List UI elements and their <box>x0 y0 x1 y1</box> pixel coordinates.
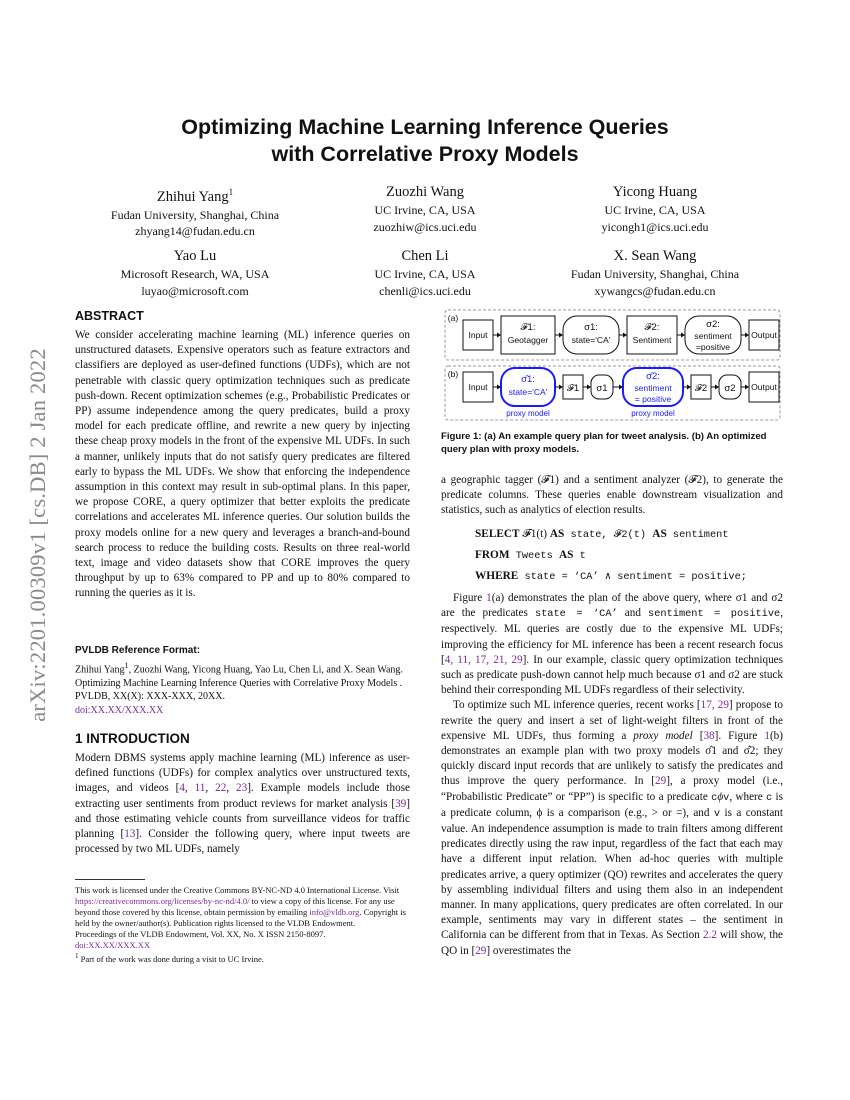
author-block <box>295 247 555 299</box>
author-affiliation: UC Irvine, CA, USA <box>604 203 706 217</box>
plan-a-s2-line2: =positive <box>695 342 731 352</box>
intro-paragraph: Modern DBMS systems apply machine learning (ML) inference as user-defined functions (UDFs) for complex analytics over unstructured texts, images, and videos [4, 11, 22, 23]. Example models include those extracting user sentiments from product reviews for market analysis [39] and those estimating vehicle counts from surveillance videos for traffic planning [13]. Consider the following query, where input tweets are processed by two ML UDFs, namely <box>75 752 411 856</box>
license-link[interactable]: https://creativecommons.org/licenses/by-nc-nd/4.0/ <box>75 896 250 906</box>
citation-link[interactable]: 4 <box>179 782 185 795</box>
author-name: Yicong Huang <box>612 184 698 200</box>
figure-query-plans <box>443 308 783 424</box>
citation-link[interactable]: 39 <box>395 797 407 810</box>
plan-b-proxy2-caption: proxy model <box>631 409 675 418</box>
proceedings-note: Proceedings of the VLDB Endowment, Vol. XX, No. X ISSN 2150-8097. <box>75 929 326 939</box>
sql-line-where: WHERE state = ‘CA’ ∧ sentiment = positive; <box>475 570 747 583</box>
footnotes <box>75 885 410 965</box>
citation-link[interactable]: 29 <box>655 775 667 788</box>
sql-line-from: FROM Tweets AS t <box>475 549 586 562</box>
author-affiliation: Fudan University, Shanghai, China <box>110 207 280 222</box>
citation-link[interactable]: 29 <box>475 944 487 957</box>
plan-a-s1-symbol: σ1: <box>584 322 598 333</box>
citation-link[interactable]: 4, 11, 17, 21, 29 <box>444 653 523 666</box>
right-paragraph-2: Figure 1(a) demonstrates the plan of the above query, where σ1 and σ2 are the predicates state = ‘CA’ and sentiment = positive, respectively. ML queries are costly due to the expensive ML UDFs; improving the efficiency for ML inference has been a recent research focus [4, 11, 17, 21, 29]. In our example, classic query optimization techniques such as predicate push-down cannot help much because σ1 and σ2 are stuck behind their corresponding ML UDFs regardless of their selectivity. To optimize such ML inference queries, recent works [17, 29] propose to rewrite the query and insert a set of light-weight filters in front of the expensive ML UDFs, thus forming a proxy model [38]. Figure 1(b) demonstrates an example plan with two proxy models σ̂1 and σ̂2; they quickly discard input records that are unlikely to satisfy the predicates and thus improve the query performance. In [29], a proxy model (i.e., “Probabilistic Predicate” or “PP”) is specific to a predicate cϕv, where c is a predicate column, ϕ is a comparison (e.g., > or =), and v is a constant value. An independence assumption is made to train filters among different predicates directly using the raw input, regardless of the fact that each may have a different input relation. When ad-hoc queries with multiple predicates arrive, a query optimizer (QO) rewrites and accelerates the query by assembling individual filters and using them also in an independent manner. In many applications, query predicates are often correlated. In our example, sentiments may vary in different states – the sentiment in California can be different from that in Texas. As Section 2.2 will show, the QO in [29] overestimates the <box>441 591 783 959</box>
author-affiliation: Fudan University, Shanghai, China <box>570 267 740 281</box>
plan-b-input: Input <box>468 382 488 392</box>
figure-ref-link[interactable]: 1 <box>764 729 770 742</box>
title-line-1: Optimizing Machine Learning Inference Queries <box>181 115 669 139</box>
plan-b-proxy1: state='CA' <box>508 387 548 397</box>
plan-b-label: (b) <box>447 369 459 379</box>
abstract-heading: ABSTRACT <box>75 309 144 323</box>
section-heading-introduction: 1 INTRODUCTION <box>75 731 190 746</box>
license-note: This work is licensed under the Creative Commons BY-NC-ND 4.0 International License. Visit https://creativecommons.org/licenses/by-nc-nd/4.0/ to view a copy of this license. For any use beyond those covered by this license, obtain permission by emailing info@vldb.org. Copyright is held by the owner/author(s). Publication rights licensed to the VLDB Endowment. <box>75 885 406 928</box>
author-name: Zuozhi Wang <box>386 184 464 200</box>
citation-link[interactable]: 13 <box>124 828 136 841</box>
author-block <box>525 183 785 235</box>
author-name: Zhihui Yang <box>156 188 229 205</box>
author-block <box>65 247 325 299</box>
author-name: Yao Lu <box>173 248 217 264</box>
citation-link[interactable]: 22 <box>215 782 227 795</box>
citation-link[interactable]: 23 <box>236 782 248 795</box>
figure-ref-link[interactable]: 1 <box>486 592 492 604</box>
plan-a-input: Input <box>468 330 488 340</box>
author-block <box>295 183 555 235</box>
reference-format: Zhihui Yang$^1$, Zuozhi Wang, Yicong Huang, Yao Lu, Chen Li, and X. Sean Wang. Optimizing Machine Learning Inference Queries with Correlative Proxy Models . PVLDB, XX(X): XXX-XXX, 20XX. doi:XX.XX/XXX.XX <box>75 661 403 716</box>
author-affiliation: UC Irvine, CA, USA <box>374 203 476 217</box>
section-ref-link[interactable]: 2.2 <box>702 929 717 942</box>
author-sup: 1 <box>228 187 234 197</box>
author-affiliation: Microsoft Research, WA, USA <box>120 267 270 281</box>
author-name: X. Sean Wang <box>613 248 697 264</box>
paper-title <box>0 114 850 168</box>
plan-b-output: Output <box>751 382 777 392</box>
plan-b-s1: σ1 <box>596 383 608 394</box>
reference-format-heading: PVLDB Reference Format: <box>75 645 201 656</box>
author-email: luyao@microsoft.com <box>141 283 249 298</box>
author-email: zuozhiw@ics.uci.edu <box>373 219 477 234</box>
author-affiliation: UC Irvine, CA, USA <box>374 267 476 281</box>
plan-b-proxy2-symbol: σ̂2: <box>646 371 660 382</box>
figure-caption: Figure 1: (a) An example query plan for tweet analysis. (b) An optimized query plan with proxy models. <box>441 431 767 455</box>
plan-a-f1: Geotagger <box>507 335 549 345</box>
author-email: zhyang14@fudan.edu.cn <box>135 224 255 239</box>
arxiv-watermark: arXiv:2201.00309v1 [cs.DB] 2 Jan 2022 <box>25 348 50 722</box>
right-paragraph-3: To optimize such ML inference queries, recent works [17, 29] propose to rewrite the query and insert a set of light-weight filters in front of the expensive ML UDFs, thus forming a proxy model [38]. Figure 1(b) demonstrates an example plan with two proxy models σ̂1 and σ̂2; they quickly discard input records that are unlikely to satisfy the predicates and thus improve the query performance. In [29], a proxy model (i.e., “Probabilistic Predicate” or “PP”) is specific to a predicate cϕv, where c is a predicate column, ϕ is a comparison (e.g., > or =), and v is a constant value. An independence assumption is made to train filters among different predicates directly using the raw input, regardless of the fact that each may have a different input relation. When ad-hoc queries with multiple predicates arrive, a query optimizer (QO) rewrites and accelerates the query by assembling individual filters and using them also in an independent manner. In many applications, query predicates are often correlated. In our example, sentiments may vary in different states – the sentiment in California can be different from that in Texas. As Section 2.2 will show, the QO in [29] overestimates the <box>441 699 784 957</box>
plan-a-s2-symbol: σ2: <box>706 319 720 330</box>
plan-a-output: Output <box>751 330 777 340</box>
plan-a-f1-symbol: 𝓕1: <box>520 322 536 333</box>
plan-b-proxy1-symbol: σ̂1: <box>521 374 535 385</box>
sql-query <box>475 527 747 585</box>
footnote-doi-link[interactable]: doi:XX.XX/XXX.XX <box>75 940 151 950</box>
author-email: chenli@ics.uci.edu <box>379 283 471 298</box>
author-name: Chen Li <box>401 248 449 264</box>
plan-b-proxy2-line2: = positive <box>634 394 672 404</box>
plan-a-label: (a) <box>447 313 459 323</box>
plan-b-f2: 𝓕2 <box>694 383 708 394</box>
email-link[interactable]: info@vldb.org <box>309 907 360 917</box>
author-email: xywangcs@fudan.edu.cn <box>594 283 716 298</box>
title-line-2: with Correlative Proxy Models <box>271 142 579 166</box>
citation-link[interactable]: 11 <box>194 782 206 795</box>
author-block <box>65 183 325 240</box>
citation-link[interactable]: 17, 29 <box>700 699 729 712</box>
plan-a-f2-symbol: 𝓕2: <box>644 322 660 333</box>
plan-b-proxy2-line1: sentiment <box>634 383 672 393</box>
plan-b-f1: 𝓕1 <box>566 383 580 394</box>
plan-b-s2: σ2 <box>724 383 736 394</box>
footnote-rule <box>75 879 145 880</box>
right-paragraph-1: a geographic tagger (𝓕1) and a sentiment analyzer (𝓕2), to generate the predicate columns. These queries enable downstream visualization and statistics, such as analytics of election results. <box>441 474 783 517</box>
plan-a-s1: state='CA' <box>571 335 611 345</box>
author-email: yicongh1@ics.uci.edu <box>601 219 709 234</box>
plan-a-labels <box>448 313 778 352</box>
visit-footnote: $^1$ Part of the work was done during a visit to UC Irvine. <box>75 952 264 964</box>
sql-line-select: SELECT 𝓕1(t) AS state, 𝓕2(t) AS sentiment <box>475 528 729 541</box>
plan-a-f2: Sentiment <box>632 335 672 345</box>
plan-a-s2-line1: sentiment <box>694 331 732 341</box>
author-block <box>525 247 785 299</box>
citation-link[interactable]: 38 <box>703 729 715 742</box>
doi-link[interactable]: doi:XX.XX/XXX.XX <box>75 704 164 716</box>
abstract-text: We consider accelerating machine learning (ML) inference queries on unstructured datasets. Expensive operators such as feature extractors and classifiers are deployed as user-defined functions (UDFs), which are not penetrable with classic query optimization techniques such as predicate push-down. Recent optimization schemes (e.g., Probabilistic Predicates or PP) assume independence among the query predicates, build a proxy model for each predicate offline, and rewrite a new query by injecting these cheap proxy models in the front of the expensive ML UDFs. In such a manner, unlikely inputs that do not satisfy query predicates are filtered early to bypass the ML UDFs. We show that enforcing the independence assumption in this context may result in sub-optimal plans. In this paper, we propose CORE, a query optimizer that better exploits the predicate correlations and accelerates ML inference queries. Our solution builds the proxy models online for a new query and leverages a branch-and-bound search process to reduce the building costs. Results on three real-world text, image and video datasets show that CORE improves the query throughput by up to 63% compared to PP and up to 80% compared to running the queries as it is. <box>75 329 410 600</box>
plan-b-proxy1-caption: proxy model <box>506 409 550 418</box>
